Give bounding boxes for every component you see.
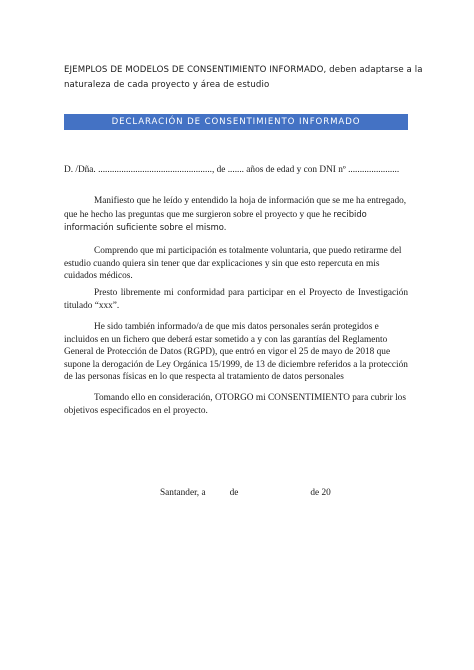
paragraph-voluntary-participation: Comprendo que mi participación es totalmente voluntaria, que puedo retirarme del estudio cuando quiera sin tener que dar explicaciones y sin que esto repercuta en mis cuidados médicos. [64, 246, 402, 281]
identity-line: D. /Dña. ................................................., de ....... años de edad y con DNI nº ...................... [64, 165, 400, 175]
signature-date-line [160, 488, 360, 498]
intro-line-2: naturaleza de cada proyecto y área de estudio [64, 80, 270, 90]
paragraph-information-read [64, 195, 408, 235]
intro-line-1: EJEMPLOS DE MODELOS DE CONSENTIMIENTO INFORMADO, deben adaptarse a la [64, 65, 423, 75]
document-title-banner: DECLARACIÓN DE CONSENTIMIENTO INFORMADO [64, 114, 408, 130]
paragraph-consent-granted: Tomando ello en consideración, OTORGO mi CONSENTIMIENTO para cubrir los objetivos especificados en el proyecto. [64, 393, 406, 416]
intro-note [64, 63, 424, 93]
paragraph-information-read-serif: Manifiesto que he leído y entendido la hoja de información que se me ha entregado, que he hecho las preguntas que me surgieron sobre el proyecto y que he [64, 196, 407, 220]
paragraph-information-read-sans: recibido información suficiente sobre el mismo. [64, 208, 367, 232]
signature-place: Santander, a [160, 488, 206, 498]
paragraph-data-protection: He sido también informado/a de que mis datos personales serán protegidos e incluidos en un fichero que deberá estar sometido a y con las garantías del Reglamento General de Protección de Datos (RGPD), que entró en vigor el 25 de mayo de 2018 que supone la derogación de Ley Orgánica 15/1999, de 13 de diciembre referidos a la protección de las personas físicas en lo que respecta al tratamiento de datos personales [64, 322, 408, 382]
signature-de-year: de 20 [310, 488, 331, 498]
paragraph-conformity: Presto libremente mi conformidad para participar en el Proyecto de Investigación titulado “xxx”. [64, 288, 408, 311]
signature-de-month: de [229, 488, 239, 498]
